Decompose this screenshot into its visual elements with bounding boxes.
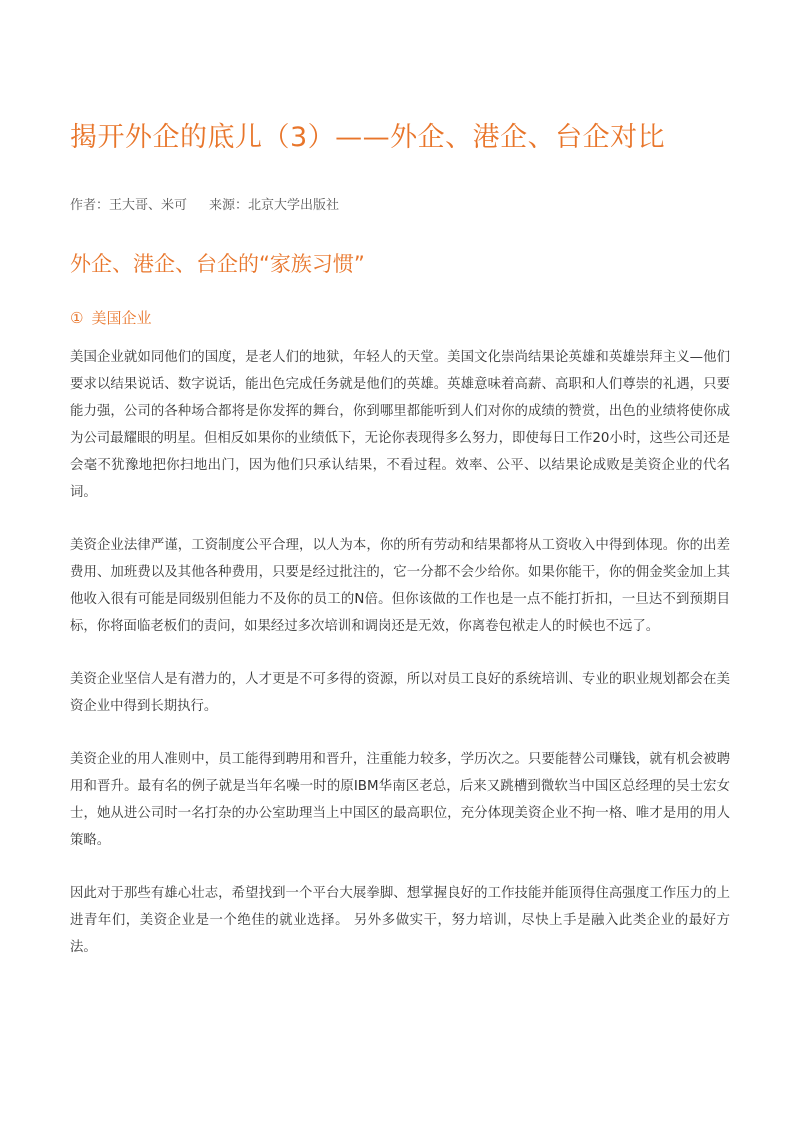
paragraph-2: 美资企业法律严谨，工资制度公平合理，以人为本，你的所有劳动和结果都将从工资收入中得到体现。你的出差费用、加班费以及其他各种费用，只要是经过批注的，它一分都不会少给你。如果你能干，你的佣金奖金加上其他收入很有可能是同级别但能力不及你的员工的N倍。但你该做的工作也是一点不能打折扣，一旦达不到预期目标，你将面临老板们的责问，如果经过多次培训和调岗还是无效，你离卷包袱走人的时候也不远了。	[70, 538, 730, 634]
source-line: 来源：北京大学出版社	[209, 198, 340, 213]
section-heading: 外企、港企、台企的“家族习惯”	[70, 252, 365, 276]
article-meta	[70, 196, 730, 216]
subsection-label: 美国企业	[91, 309, 152, 327]
paragraph-3: 美资企业坚信人是有潜力的，人才更是不可多得的资源，所以对员工良好的系统培训、专业的职业规划都会在美资企业中得到长期执行。	[70, 672, 730, 714]
paragraph-4: 美资企业的用人准则中，员工能得到聘用和晋升，注重能力较多，学历次之。只要能替公司赚钱，就有机会被聘用和晋升。最有名的例子就是当年名噪一时的原IBM华南区老总，后来又跳槽到微软当中国区总经理的吴士宏女士，她从进公司时一名打杂的办公室助理当上中国区的最高职位，充分体现美资企业不拘一格、唯才是用的用人策略。	[70, 752, 730, 848]
article	[70, 118, 730, 961]
author-line: 作者：王大哥、米可	[70, 198, 188, 213]
subsection-number: ①	[70, 309, 84, 327]
article-title: 揭开外企的底儿（3）——外企、港企、台企对比	[70, 122, 666, 153]
subsection-heading	[70, 306, 730, 330]
paragraph-5: 因此对于那些有雄心壮志，希望找到一个平台大展拳脚、想掌握良好的工作技能并能顶得住高强度工作压力的上进青年们，美资企业是一个绝佳的就业选择。 另外多做实干，努力培训，尽快上手是融入此类企业的最好方法。	[70, 886, 730, 955]
paragraph-1: 美国企业就如同他们的国度，是老人们的地狱，年轻人的天堂。美国文化崇尚结果论英雄和英雄崇拜主义—他们要求以结果说话、数字说话，能出色完成任务就是他们的英雄。英雄意味着高薪、高职和人们尊崇的礼遇，只要能力强，公司的各种场合都将是你发挥的舞台，你到哪里都能听到人们对你的成绩的赞赏，出色的业绩将使你成为公司最耀眼的明星。但相反如果你的业绩低下，无论你表现得多么努力，即使每日工作20小时，这些公司还是会毫不犹豫地把你扫地出门，因为他们只承认结果，不看过程。效率、公平、以结果论成败是美资企业的代名词。	[70, 350, 730, 500]
